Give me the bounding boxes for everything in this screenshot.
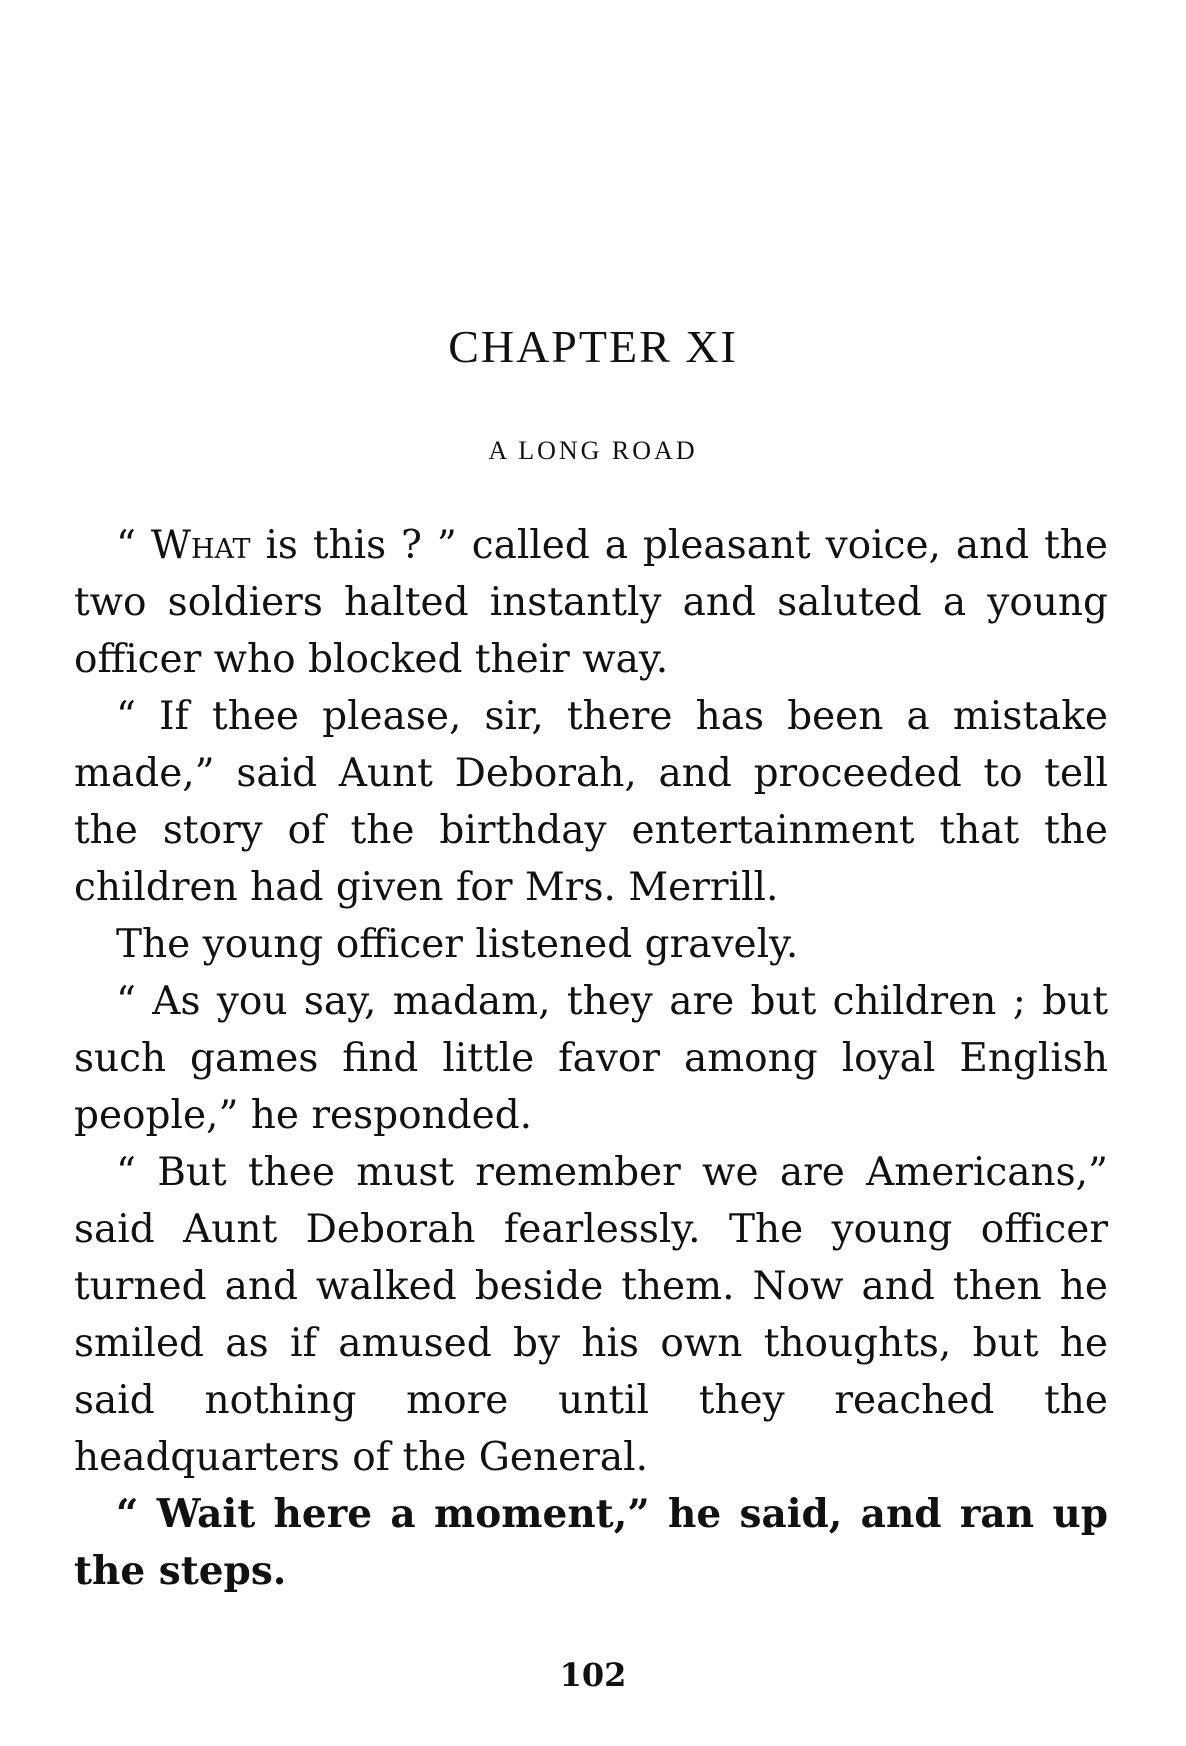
paragraph-lead-word: “ What — [116, 523, 251, 568]
paragraph-text: “ As you say, madam, they are but children ; but such games find little favor among loyal English people,” he responded. — [74, 979, 1108, 1138]
paragraph-text: “ Wait here a moment,” he said, and ran up the steps. — [74, 1491, 1108, 1594]
paragraph-text: is this ? ” called a pleasant voice, and the two soldiers halted instantly and saluted a young officer who blocked their way. — [74, 523, 1108, 682]
paragraph-text: “ But thee must remember we are Americans,” said Aunt Deborah fearlessly. The young officer turned and walked beside them. Now and then he smiled as if amused by his own thoughts, but he said nothing more until they reached the headquarters of the General. — [74, 1150, 1108, 1480]
paragraph-4 — [74, 973, 1108, 1144]
paragraph-text: The young officer listened gravely. — [116, 922, 799, 967]
paragraph-1 — [74, 517, 1108, 688]
paragraph-2 — [74, 688, 1108, 916]
paragraph-6 — [74, 1486, 1108, 1600]
chapter-body — [74, 517, 1108, 1600]
paragraph-3 — [74, 916, 1108, 973]
paragraph-text: “ If thee please, sir, there has been a mistake made,” said Aunt Deborah, and proceeded to tell the story of the birthday entertainment that the children had given for Mrs. Merrill. — [74, 694, 1108, 910]
page-number: 102 — [559, 1656, 627, 1694]
chapter-subtitle: A LONG ROAD — [488, 436, 698, 465]
paragraph-5 — [74, 1144, 1108, 1486]
chapter-title: CHAPTER XI — [448, 321, 738, 372]
